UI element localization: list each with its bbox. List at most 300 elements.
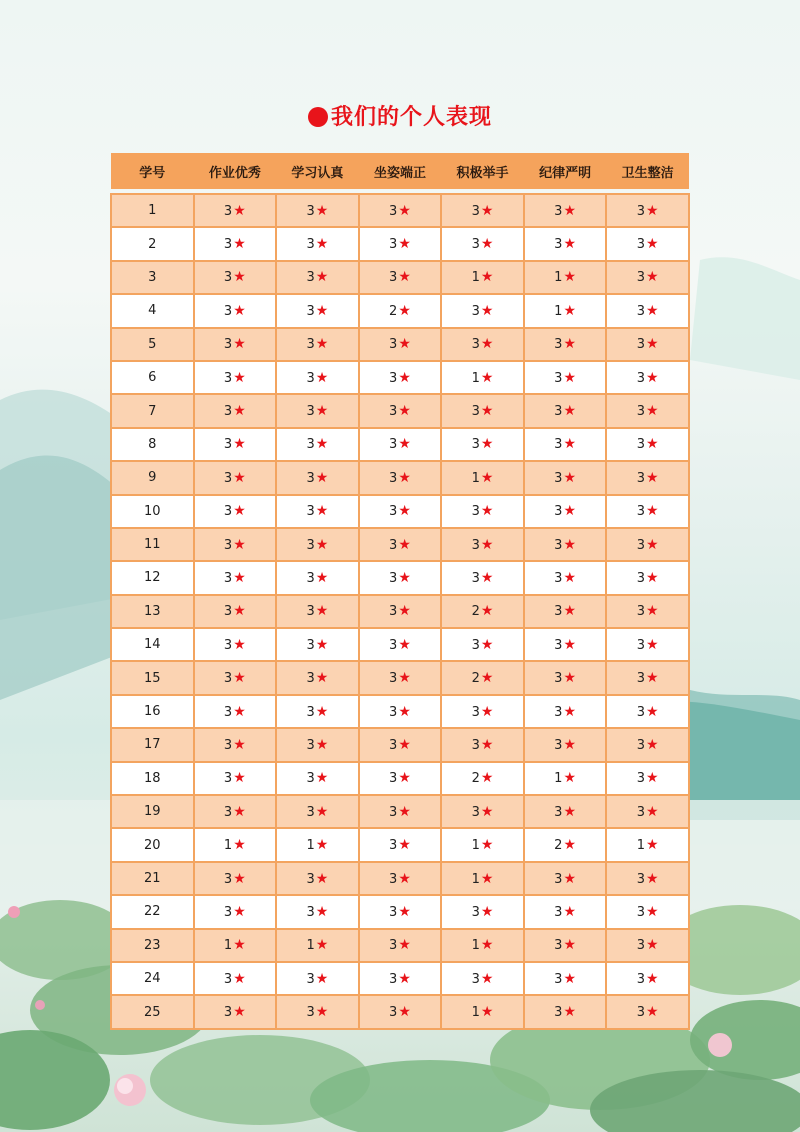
- score-cell: [524, 795, 607, 828]
- score-cell: [194, 294, 277, 327]
- star-icon: ★: [233, 870, 246, 887]
- score-cell: [276, 862, 359, 895]
- score-cell: [276, 661, 359, 694]
- score-value: 3: [389, 637, 398, 653]
- score-cell: [524, 995, 607, 1028]
- star-icon: ★: [646, 269, 659, 286]
- score-cell: [194, 394, 277, 427]
- score-cell: [606, 194, 689, 227]
- score-cell: [441, 995, 524, 1028]
- star-icon: ★: [480, 369, 494, 386]
- score-cell: [359, 862, 442, 895]
- score-value: 1: [471, 938, 480, 954]
- score-cell: [524, 929, 607, 962]
- score-cell: [194, 862, 277, 895]
- score-cell: [194, 227, 277, 260]
- score-value: 3: [389, 537, 398, 553]
- star-icon: ★: [646, 670, 659, 687]
- star-icon: ★: [233, 369, 246, 386]
- score-cell: [359, 461, 442, 494]
- score-value: 3: [306, 671, 315, 687]
- score-cell: [359, 528, 442, 561]
- score-value: 3: [471, 637, 480, 653]
- score-cell: [194, 194, 277, 227]
- score-value: 3: [306, 771, 315, 787]
- score-value: 3: [636, 637, 646, 653]
- star-icon: ★: [315, 202, 329, 219]
- score-value: 3: [471, 404, 480, 420]
- star-icon: ★: [233, 937, 246, 954]
- star-icon: ★: [646, 803, 659, 820]
- score-value: 3: [471, 570, 480, 586]
- student-id-cell: 4: [111, 294, 194, 327]
- score-value: 3: [636, 237, 646, 253]
- score-cell: [524, 962, 607, 995]
- score-cell: [441, 194, 524, 227]
- score-value: 3: [636, 871, 646, 887]
- score-value: 3: [306, 470, 315, 486]
- score-value: 3: [554, 504, 563, 520]
- star-icon: ★: [398, 536, 411, 553]
- score-cell: [359, 294, 442, 327]
- table-row: [111, 929, 689, 962]
- score-value: 3: [223, 971, 233, 987]
- score-value: 3: [223, 737, 233, 753]
- star-icon: ★: [315, 369, 329, 386]
- star-icon: ★: [480, 269, 494, 286]
- score-cell: [606, 461, 689, 494]
- star-icon: ★: [233, 970, 246, 987]
- score-value: 3: [306, 504, 315, 520]
- score-cell: [606, 762, 689, 795]
- score-value: 3: [389, 404, 398, 420]
- score-value: 3: [471, 737, 480, 753]
- score-cell: [441, 227, 524, 260]
- star-icon: ★: [233, 1004, 246, 1021]
- score-cell: [359, 194, 442, 227]
- star-icon: ★: [480, 703, 494, 720]
- score-cell: [194, 428, 277, 461]
- score-cell: [276, 428, 359, 461]
- star-icon: ★: [233, 903, 246, 920]
- star-icon: ★: [480, 536, 494, 553]
- star-icon: ★: [398, 369, 411, 386]
- score-cell: [441, 361, 524, 394]
- score-cell: [524, 428, 607, 461]
- star-icon: ★: [646, 770, 659, 787]
- score-value: 3: [223, 337, 233, 353]
- score-value: 3: [554, 871, 563, 887]
- student-id-cell: 6: [111, 361, 194, 394]
- score-value: 3: [306, 303, 315, 319]
- score-cell: [359, 661, 442, 694]
- student-id-cell: 17: [111, 728, 194, 761]
- score-value: 3: [223, 871, 233, 887]
- score-value: 3: [636, 303, 646, 319]
- score-cell: [359, 628, 442, 661]
- score-value: 3: [554, 704, 563, 720]
- score-cell: [276, 394, 359, 427]
- score-value: 3: [554, 637, 563, 653]
- star-icon: ★: [315, 670, 329, 687]
- star-icon: ★: [480, 336, 494, 353]
- score-cell: [441, 695, 524, 728]
- score-value: 1: [471, 838, 480, 854]
- score-value: 3: [554, 804, 563, 820]
- score-cell: [441, 628, 524, 661]
- star-icon: ★: [398, 403, 411, 420]
- student-id-cell: 18: [111, 762, 194, 795]
- score-cell: [276, 294, 359, 327]
- header-hygiene: 卫生整洁: [606, 153, 689, 189]
- score-cell: [194, 661, 277, 694]
- score-value: 3: [471, 303, 480, 319]
- score-cell: [606, 929, 689, 962]
- score-cell: [524, 528, 607, 561]
- star-icon: ★: [315, 336, 329, 353]
- score-value: 3: [389, 504, 398, 520]
- score-cell: [524, 561, 607, 594]
- table-row: [111, 328, 689, 361]
- score-value: 3: [223, 771, 233, 787]
- star-icon: ★: [315, 837, 329, 854]
- score-value: 3: [389, 737, 398, 753]
- star-icon: ★: [398, 970, 411, 987]
- score-value: 2: [471, 604, 480, 620]
- star-icon: ★: [315, 503, 329, 520]
- score-cell: [606, 561, 689, 594]
- score-cell: [359, 995, 442, 1028]
- score-cell: [441, 661, 524, 694]
- score-cell: [276, 561, 359, 594]
- score-cell: [441, 528, 524, 561]
- star-icon: ★: [480, 870, 494, 887]
- score-cell: [276, 461, 359, 494]
- score-value: 1: [554, 771, 563, 787]
- star-icon: ★: [398, 670, 411, 687]
- score-cell: [359, 795, 442, 828]
- score-cell: [524, 828, 607, 861]
- header-study: 学习认真: [276, 153, 359, 189]
- score-cell: [606, 895, 689, 928]
- score-value: 3: [554, 404, 563, 420]
- student-id-cell: 7: [111, 394, 194, 427]
- score-cell: [194, 361, 277, 394]
- score-value: 3: [636, 504, 646, 520]
- star-icon: ★: [398, 636, 411, 653]
- score-cell: [276, 728, 359, 761]
- score-cell: [276, 495, 359, 528]
- score-cell: [441, 962, 524, 995]
- score-value: 3: [389, 904, 398, 920]
- score-value: 3: [471, 437, 480, 453]
- star-icon: ★: [480, 236, 494, 253]
- score-cell: [359, 261, 442, 294]
- star-icon: ★: [398, 1004, 411, 1021]
- score-cell: [359, 561, 442, 594]
- score-cell: [194, 728, 277, 761]
- score-value: 3: [389, 1005, 398, 1021]
- star-icon: ★: [480, 837, 494, 854]
- score-cell: [441, 294, 524, 327]
- score-value: 3: [554, 971, 563, 987]
- score-value: 1: [471, 1005, 480, 1021]
- header-discipline: 纪律严明: [524, 153, 607, 189]
- score-cell: [276, 595, 359, 628]
- score-value: 3: [223, 671, 233, 687]
- score-value: 3: [636, 671, 646, 687]
- score-value: 3: [223, 704, 233, 720]
- score-cell: [524, 495, 607, 528]
- star-icon: ★: [233, 202, 246, 219]
- score-cell: [441, 428, 524, 461]
- score-value: 3: [471, 337, 480, 353]
- score-value: 3: [389, 871, 398, 887]
- star-icon: ★: [480, 302, 494, 319]
- score-cell: [606, 495, 689, 528]
- score-value: 3: [471, 971, 480, 987]
- score-cell: [359, 895, 442, 928]
- score-cell: [194, 528, 277, 561]
- star-icon: ★: [646, 1004, 659, 1021]
- star-icon: ★: [646, 202, 659, 219]
- score-cell: [276, 762, 359, 795]
- star-icon: ★: [480, 1004, 494, 1021]
- score-cell: [524, 227, 607, 260]
- score-cell: [524, 595, 607, 628]
- score-value: 3: [636, 938, 646, 954]
- star-icon: ★: [315, 603, 329, 620]
- star-icon: ★: [480, 436, 494, 453]
- page-title-text: 我们的个人表现: [330, 104, 492, 130]
- score-value: 1: [306, 838, 315, 854]
- score-cell: [441, 394, 524, 427]
- score-cell: [606, 528, 689, 561]
- score-cell: [606, 995, 689, 1028]
- score-value: 3: [306, 904, 315, 920]
- score-cell: [194, 561, 277, 594]
- score-cell: [359, 728, 442, 761]
- star-icon: ★: [315, 236, 329, 253]
- star-icon: ★: [646, 569, 659, 586]
- student-id-cell: 3: [111, 261, 194, 294]
- score-cell: [276, 962, 359, 995]
- score-cell: [441, 495, 524, 528]
- star-icon: ★: [480, 202, 494, 219]
- score-value: 3: [306, 237, 315, 253]
- score-value: 3: [554, 437, 563, 453]
- star-icon: ★: [563, 970, 577, 987]
- score-value: 3: [471, 237, 480, 253]
- star-icon: ★: [563, 603, 577, 620]
- table-row: [111, 261, 689, 294]
- star-icon: ★: [233, 703, 246, 720]
- score-cell: [524, 261, 607, 294]
- score-value: 3: [223, 470, 233, 486]
- score-value: 3: [223, 237, 233, 253]
- table-row: [111, 895, 689, 928]
- star-icon: ★: [398, 569, 411, 586]
- star-icon: ★: [233, 236, 246, 253]
- star-icon: ★: [398, 870, 411, 887]
- score-value: 1: [554, 303, 563, 319]
- score-cell: [276, 361, 359, 394]
- score-value: 3: [223, 570, 233, 586]
- score-cell: [441, 328, 524, 361]
- table-row: [111, 294, 689, 327]
- table-row: [111, 394, 689, 427]
- student-id-cell: 10: [111, 495, 194, 528]
- star-icon: ★: [480, 670, 494, 687]
- student-id-cell: 2: [111, 227, 194, 260]
- table-row: [111, 595, 689, 628]
- star-icon: ★: [646, 336, 659, 353]
- score-value: 3: [306, 570, 315, 586]
- score-value: 3: [554, 737, 563, 753]
- table-row: [111, 728, 689, 761]
- score-value: 3: [389, 704, 398, 720]
- score-cell: [194, 795, 277, 828]
- score-cell: [276, 628, 359, 661]
- score-value: 3: [223, 637, 233, 653]
- table-row: [111, 528, 689, 561]
- score-value: 3: [306, 404, 315, 420]
- score-cell: [524, 895, 607, 928]
- student-id-cell: 25: [111, 995, 194, 1028]
- star-icon: ★: [563, 670, 577, 687]
- score-value: 3: [306, 203, 315, 219]
- star-icon: ★: [315, 970, 329, 987]
- score-cell: [194, 261, 277, 294]
- student-id-cell: 20: [111, 828, 194, 861]
- star-icon: ★: [315, 937, 329, 954]
- score-value: 3: [223, 537, 233, 553]
- score-cell: [606, 628, 689, 661]
- star-icon: ★: [646, 903, 659, 920]
- score-value: 3: [223, 904, 233, 920]
- score-value: 3: [389, 771, 398, 787]
- score-cell: [524, 862, 607, 895]
- score-value: 3: [306, 804, 315, 820]
- score-cell: [441, 261, 524, 294]
- score-cell: [606, 261, 689, 294]
- score-cell: [359, 428, 442, 461]
- score-cell: [441, 561, 524, 594]
- score-value: 3: [554, 938, 563, 954]
- score-value: 3: [636, 804, 646, 820]
- score-value: 1: [223, 838, 233, 854]
- score-value: 3: [389, 237, 398, 253]
- score-value: 3: [306, 537, 315, 553]
- score-value: 2: [471, 771, 480, 787]
- star-icon: ★: [563, 837, 577, 854]
- score-cell: [194, 461, 277, 494]
- score-cell: [441, 595, 524, 628]
- score-value: 3: [306, 1005, 315, 1021]
- score-cell: [276, 929, 359, 962]
- star-icon: ★: [398, 436, 411, 453]
- score-cell: [359, 762, 442, 795]
- score-value: 3: [554, 470, 563, 486]
- score-cell: [524, 361, 607, 394]
- header-homework: 作业优秀: [194, 153, 277, 189]
- star-icon: ★: [646, 403, 659, 420]
- star-icon: ★: [480, 937, 494, 954]
- star-icon: ★: [480, 636, 494, 653]
- table-row: [111, 495, 689, 528]
- star-icon: ★: [563, 336, 577, 353]
- star-icon: ★: [398, 937, 411, 954]
- star-icon: ★: [646, 937, 659, 954]
- score-value: 1: [306, 938, 315, 954]
- star-icon: ★: [480, 403, 494, 420]
- score-value: 3: [389, 604, 398, 620]
- score-cell: [276, 328, 359, 361]
- score-value: 3: [306, 270, 315, 286]
- student-id-cell: 19: [111, 795, 194, 828]
- table-row: [111, 962, 689, 995]
- star-icon: ★: [646, 837, 659, 854]
- score-cell: [359, 828, 442, 861]
- star-icon: ★: [398, 837, 411, 854]
- score-value: 3: [223, 437, 233, 453]
- score-cell: [606, 661, 689, 694]
- score-value: 3: [636, 470, 646, 486]
- star-icon: ★: [398, 736, 411, 753]
- score-cell: [276, 695, 359, 728]
- star-icon: ★: [480, 803, 494, 820]
- star-icon: ★: [563, 302, 577, 319]
- header-posture: 坐姿端正: [359, 153, 442, 189]
- score-cell: [524, 695, 607, 728]
- score-value: 3: [389, 838, 398, 854]
- star-icon: ★: [315, 736, 329, 753]
- score-cell: [441, 461, 524, 494]
- star-icon: ★: [233, 536, 246, 553]
- star-icon: ★: [233, 636, 246, 653]
- student-id-cell: 5: [111, 328, 194, 361]
- table-row: [111, 227, 689, 260]
- score-cell: [524, 461, 607, 494]
- score-value: 3: [636, 337, 646, 353]
- score-value: 3: [223, 404, 233, 420]
- star-icon: ★: [315, 770, 329, 787]
- score-cell: [359, 929, 442, 962]
- score-value: 3: [554, 570, 563, 586]
- star-icon: ★: [233, 469, 246, 486]
- star-icon: ★: [398, 269, 411, 286]
- score-cell: [194, 962, 277, 995]
- score-value: 3: [389, 671, 398, 687]
- star-icon: ★: [646, 503, 659, 520]
- star-icon: ★: [233, 436, 246, 453]
- star-icon: ★: [315, 636, 329, 653]
- star-icon: ★: [315, 903, 329, 920]
- score-cell: [194, 762, 277, 795]
- score-cell: [276, 528, 359, 561]
- score-value: 3: [306, 704, 315, 720]
- star-icon: ★: [315, 1004, 329, 1021]
- table-row: [111, 461, 689, 494]
- star-icon: ★: [315, 803, 329, 820]
- page-title: [0, 100, 800, 131]
- star-icon: ★: [398, 336, 411, 353]
- star-icon: ★: [563, 369, 577, 386]
- student-id-cell: 24: [111, 962, 194, 995]
- score-cell: [441, 795, 524, 828]
- score-value: 3: [306, 370, 315, 386]
- star-icon: ★: [563, 536, 577, 553]
